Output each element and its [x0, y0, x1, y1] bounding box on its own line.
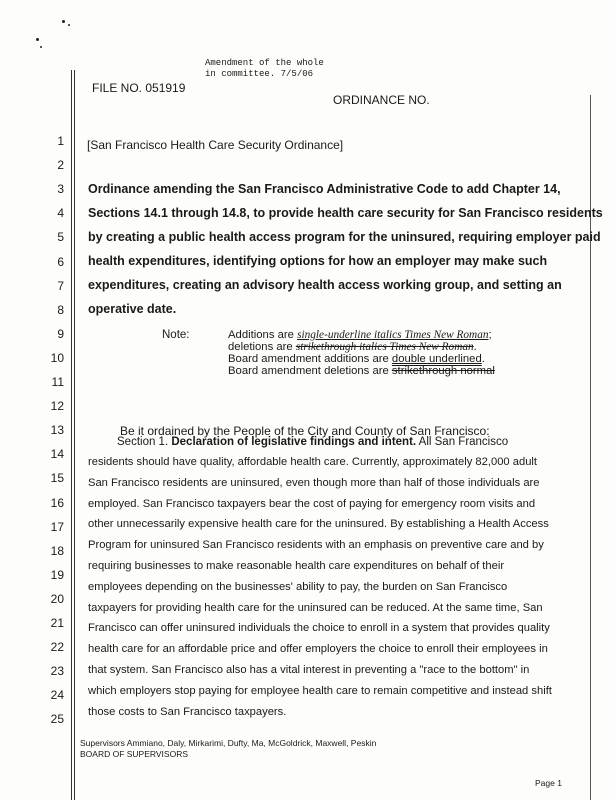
long-title-line: by creating a public health access program for the uninsured, requiring employer paid: [88, 230, 601, 244]
section-heading: Declaration of legislative findings and intent.: [171, 436, 417, 448]
line-number: 14: [50, 447, 64, 462]
line-number: 22: [50, 640, 64, 655]
note-board-additions: [228, 353, 495, 365]
line-number: 24: [50, 688, 64, 703]
note-text: .: [473, 341, 477, 353]
section-body-line: that system. San Francisco also has a vital interest in preventing a "race to the bottom" in: [88, 664, 530, 676]
long-title-line: Sections 14.1 through 14.8, to provide health care security for San Francisco residents: [88, 206, 603, 220]
scan-speck: [68, 24, 70, 26]
line-number: 4: [57, 206, 64, 221]
section-body-line: requiring businesses to make reasonable health care expenditures on behalf of their: [88, 560, 505, 572]
line-number: 2: [57, 158, 64, 173]
line-number: 21: [50, 616, 64, 630]
amendment-line-2: in committee. 7/5/06: [205, 69, 314, 79]
long-title-line: health expenditures, identifying options for how an employer may make such: [88, 254, 548, 268]
line-number: 17: [50, 519, 64, 534]
note-legend: [228, 329, 495, 377]
sponsor-list: Supervisors Ammiano, Daly, Mirkarimi, Dufty, Ma, McGoldrick, Maxwell, Peskin: [80, 738, 377, 748]
section-body-line: Program for uninsured San Francisco residents with an emphasis on preventive care and by: [88, 539, 544, 552]
section-text: All San Francisco: [418, 436, 509, 448]
note-text: deletions are: [228, 341, 296, 353]
line-number: 19: [50, 567, 64, 582]
amendment-line-1: Amendment of the whole: [205, 58, 324, 68]
line-number: 18: [50, 543, 64, 558]
line-number: 5: [57, 230, 64, 245]
line-number: 8: [57, 302, 64, 317]
section-body-line: employees depending on the businesses' ability to pay, the burden on San Francisco: [88, 580, 508, 593]
note-text: Board amendment additions are: [228, 353, 392, 365]
short-title: [San Francisco Health Care Security Ordinance]: [87, 138, 344, 152]
note-label: Note:: [162, 329, 190, 341]
note-style-sample: strikethrough italics Times New Roman: [295, 341, 474, 353]
scan-speck: [40, 46, 42, 48]
line-number: 16: [50, 495, 64, 510]
left-margin-rule: [71, 70, 72, 800]
scan-speck: [62, 20, 65, 23]
note-text: Additions are: [228, 329, 298, 341]
line-number: 1: [57, 134, 64, 148]
line-number: 12: [50, 399, 64, 414]
section-1-first-line: [117, 436, 508, 448]
line-number: 15: [50, 471, 64, 486]
section-body-line: health care for an affordable price and offer employers the choice to enroll their employees in: [88, 643, 548, 656]
section-body-line: other unnecessarily expensive health care for the uninsured. By establishing a Health Access: [88, 518, 549, 531]
note-style-sample: double underlined: [391, 353, 482, 365]
note-text: ;: [488, 329, 492, 341]
left-margin-rule-inner: [74, 70, 75, 800]
note-style-sample: single-underline italics Times New Roman: [297, 329, 489, 341]
line-number: 3: [57, 182, 64, 197]
ordinance-number: ORDINANCE NO.: [333, 93, 430, 107]
line-number: 10: [50, 350, 64, 365]
note-style-sample: strikethrough normal: [391, 365, 495, 377]
section-body-line: those costs to San Francisco taxpayers.: [88, 705, 287, 718]
note-text: Board amendment deletions are: [228, 365, 392, 377]
enacting-clause: Be it ordained by the People of the City and County of San Francisco:: [120, 424, 490, 438]
file-number: FILE NO. 051919: [92, 81, 186, 95]
long-title-line: expenditures, creating an advisory health access working group, and setting an: [88, 278, 562, 292]
line-number: 25: [50, 712, 64, 727]
page-number: Page 1: [535, 778, 562, 788]
note-additions: [228, 329, 495, 341]
long-title-line: Ordinance amending the San Francisco Administrative Code to add Chapter 14,: [88, 182, 561, 196]
note-text: .: [481, 353, 485, 365]
board-of-supervisors: BOARD OF SUPERVISORS: [80, 749, 189, 759]
line-number: 23: [50, 664, 64, 679]
line-number: 13: [50, 423, 64, 438]
section-body-line: residents should have quality, affordable health care. Currently, approximately 82,000 adult: [88, 456, 538, 468]
section-number: Section 1.: [117, 436, 169, 448]
long-title-line: operative date.: [88, 302, 177, 316]
line-number: 6: [57, 254, 64, 269]
note-board-deletions: [228, 365, 495, 377]
line-number: 7: [57, 278, 64, 293]
amendment-stamp: [205, 58, 324, 80]
line-number: 11: [51, 375, 64, 389]
section-body-line: San Francisco residents are uninsured, even though more than half of those individuals are: [88, 476, 540, 489]
note-deletions: [228, 341, 495, 353]
section-body-line: taxpayers for providing health care for the uninsured can be reduced. At the same time, San: [88, 601, 543, 614]
line-number: 20: [50, 591, 64, 606]
line-number: 9: [57, 326, 64, 341]
scan-speck: [36, 38, 39, 41]
right-margin-rule: [590, 95, 591, 800]
section-body-line: Francisco can offer uninsured individuals the choice to enroll in a system that provides quality: [88, 622, 550, 635]
section-body-line: employed. San Francisco taxpayers bear the cost of paying for emergency room visits and: [88, 497, 536, 510]
section-body-line: which employers stop paying for employee health care to remain competitive and instead shift: [88, 684, 552, 697]
